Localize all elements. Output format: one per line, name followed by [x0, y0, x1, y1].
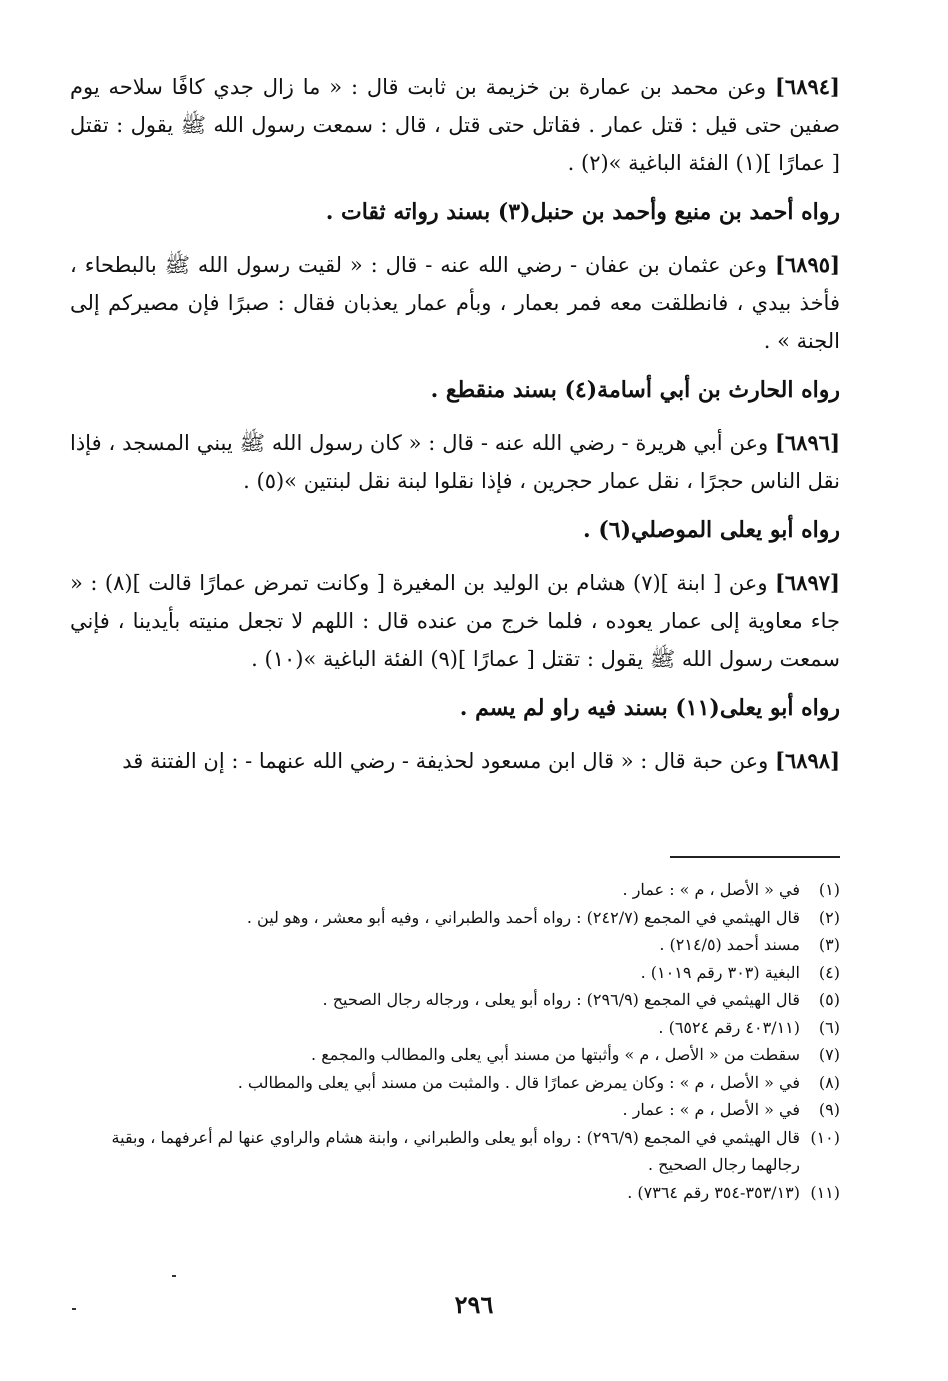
- footnote: [70, 1124, 840, 1179]
- hadith-text: وعن محمد بن عمارة بن خزيمة بن ثابت قال : « ما زال جدي كافًا سلاحه يوم صفين حتى قيل : قتل عمار . فقاتل حتى قتل ، قال : سمعت رسول الله ﷺ يقول : تقتل [ عمارًا ](١) الفئة الباغية »(٢) .: [70, 75, 840, 175]
- source-line: رواه أبو يعلى الموصلي(٦) .: [583, 517, 840, 543]
- source-line: رواه أحمد بن منيع وأحمد بن حنبل(٣) بسند رواته ثقات .: [325, 199, 840, 225]
- footnote: [70, 1041, 840, 1069]
- page-number: ٢٩٦: [454, 1290, 494, 1319]
- footnote-number: (١٠): [810, 1127, 840, 1147]
- footnote-text: (٣٥٣/١٣-٣٥٤ رقم ٧٣٦٤) .: [627, 1182, 800, 1202]
- footnote: [70, 986, 840, 1014]
- footnote: [70, 1179, 840, 1207]
- hadith-entry: [70, 742, 840, 780]
- footnote-number: (١): [818, 880, 840, 899]
- page-mark: [172, 1275, 176, 1277]
- footnote-text: سقطت من « الأصل ، م » وأثبتها من مسند أبي يعلى والمطالب والمجمع .: [311, 1045, 800, 1064]
- hadith-number: [٦٨٩٤]: [774, 74, 840, 99]
- footnote-text: مسند أحمد (٢١٤/٥) .: [659, 935, 800, 954]
- footnote-number: (٨): [818, 1072, 840, 1092]
- source-line: رواه الحارث بن أبي أسامة(٤) بسند منقطع .: [430, 377, 840, 403]
- footnote-text: قال الهيثمي في المجمع (٢٩٦/٩) : رواه أبو يعلى ، ورجاله رجال الصحيح .: [322, 990, 800, 1009]
- footnote-number: (٢): [818, 907, 840, 927]
- footnotes: [70, 876, 840, 1206]
- footnote: [70, 1069, 840, 1097]
- footnote-text: في « الأصل ، م » : عمار .: [622, 880, 800, 899]
- main-text: [70, 68, 840, 786]
- footnote: [70, 876, 840, 904]
- footnote: [70, 1014, 840, 1042]
- hadith-text: وعن حبة قال : « قال ابن مسعود لحذيفة - رضي الله عنهما - : إن الفتنة قد: [122, 749, 769, 773]
- footnote: [70, 959, 840, 987]
- footnote-divider: [670, 856, 840, 858]
- hadith-entry: [70, 424, 840, 500]
- hadith-number: [٦٨٩٦]: [775, 430, 840, 455]
- footnote: [70, 931, 840, 959]
- footnote: [70, 1096, 840, 1124]
- footnote-number: (١١): [810, 1182, 840, 1202]
- footnote-number: (٧): [818, 1045, 840, 1064]
- hadith-number: [٦٨٩٥]: [775, 252, 840, 277]
- footnote: [70, 904, 840, 932]
- hadith-text: وعن [ ابنة ](٧) هشام بن الوليد بن المغيرة [ وكانت تمرض عمارًا قالت ](٨) : « جاء معاوية إلى عمار يعوده ، فلما خرج من عنده قال : اللهم لا تجعل منيته بأيدينا ، فإني سمعت رسول الله ﷺ يقول : تقتل [ عمارًا ](٩) الفئة الباغية »(١٠) .: [70, 571, 840, 671]
- hadith-number: [٦٨٩٧]: [774, 570, 840, 595]
- footnote-number: (٩): [818, 1100, 840, 1119]
- hadith-text: وعن أبي هريرة - رضي الله عنه - قال : « كان رسول الله ﷺ يبني المسجد ، فإذا نقل الناس حجرًا ، نقل عمار حجرين ، فإذا نقلوا لبنة نقل لبنتين »(٥) .: [70, 431, 840, 493]
- footnote-text: (٤٠٣/١١ رقم ٦٥٢٤) .: [658, 1017, 800, 1037]
- footnote-text: البغية (٣٠٣ رقم ١٠١٩) .: [640, 962, 800, 982]
- footnote-text: قال الهيثمي في المجمع (٢٩٦/٩) : رواه أبو يعلى والطبراني ، وابنة هشام والراوي عنها لم أعرفهما ، وبقية رجالهما رجال الصحيح .: [111, 1127, 800, 1174]
- hadith-text: وعن عثمان بن عفان - رضي الله عنه - قال : « لقيت رسول الله ﷺ بالبطحاء ، فأخذ بيدي ، فانطلقت معه فمر بعمار ، وبأم عمار يعذبان فقال : صبرًا فإن مصيركم إلى الجنة » .: [70, 253, 840, 353]
- hadith-number: [٦٨٩٨]: [775, 748, 840, 773]
- footnote-number: (٦): [818, 1017, 840, 1037]
- hadith-entry: [70, 564, 840, 678]
- footnote-text: في « الأصل ، م » : وكان يمرض عمارًا قال . والمثبت من مسند أبي يعلى والمطالب .: [237, 1072, 800, 1092]
- hadith-entry: [70, 246, 840, 360]
- footnote-number: (٥): [818, 990, 840, 1009]
- footnote-number: (٣): [818, 935, 840, 954]
- footnote-number: (٤): [818, 962, 840, 982]
- source-line: رواه أبو يعلى(١١) بسند فيه راو لم يسم .: [459, 695, 840, 721]
- hadith-entry: [70, 68, 840, 182]
- footnote-text: قال الهيثمي في المجمع (٢٤٢/٧) : رواه أحمد والطبراني ، وفيه أبو معشر ، وهو لين .: [246, 907, 800, 927]
- footnote-text: في « الأصل ، م » : عمار .: [622, 1100, 800, 1119]
